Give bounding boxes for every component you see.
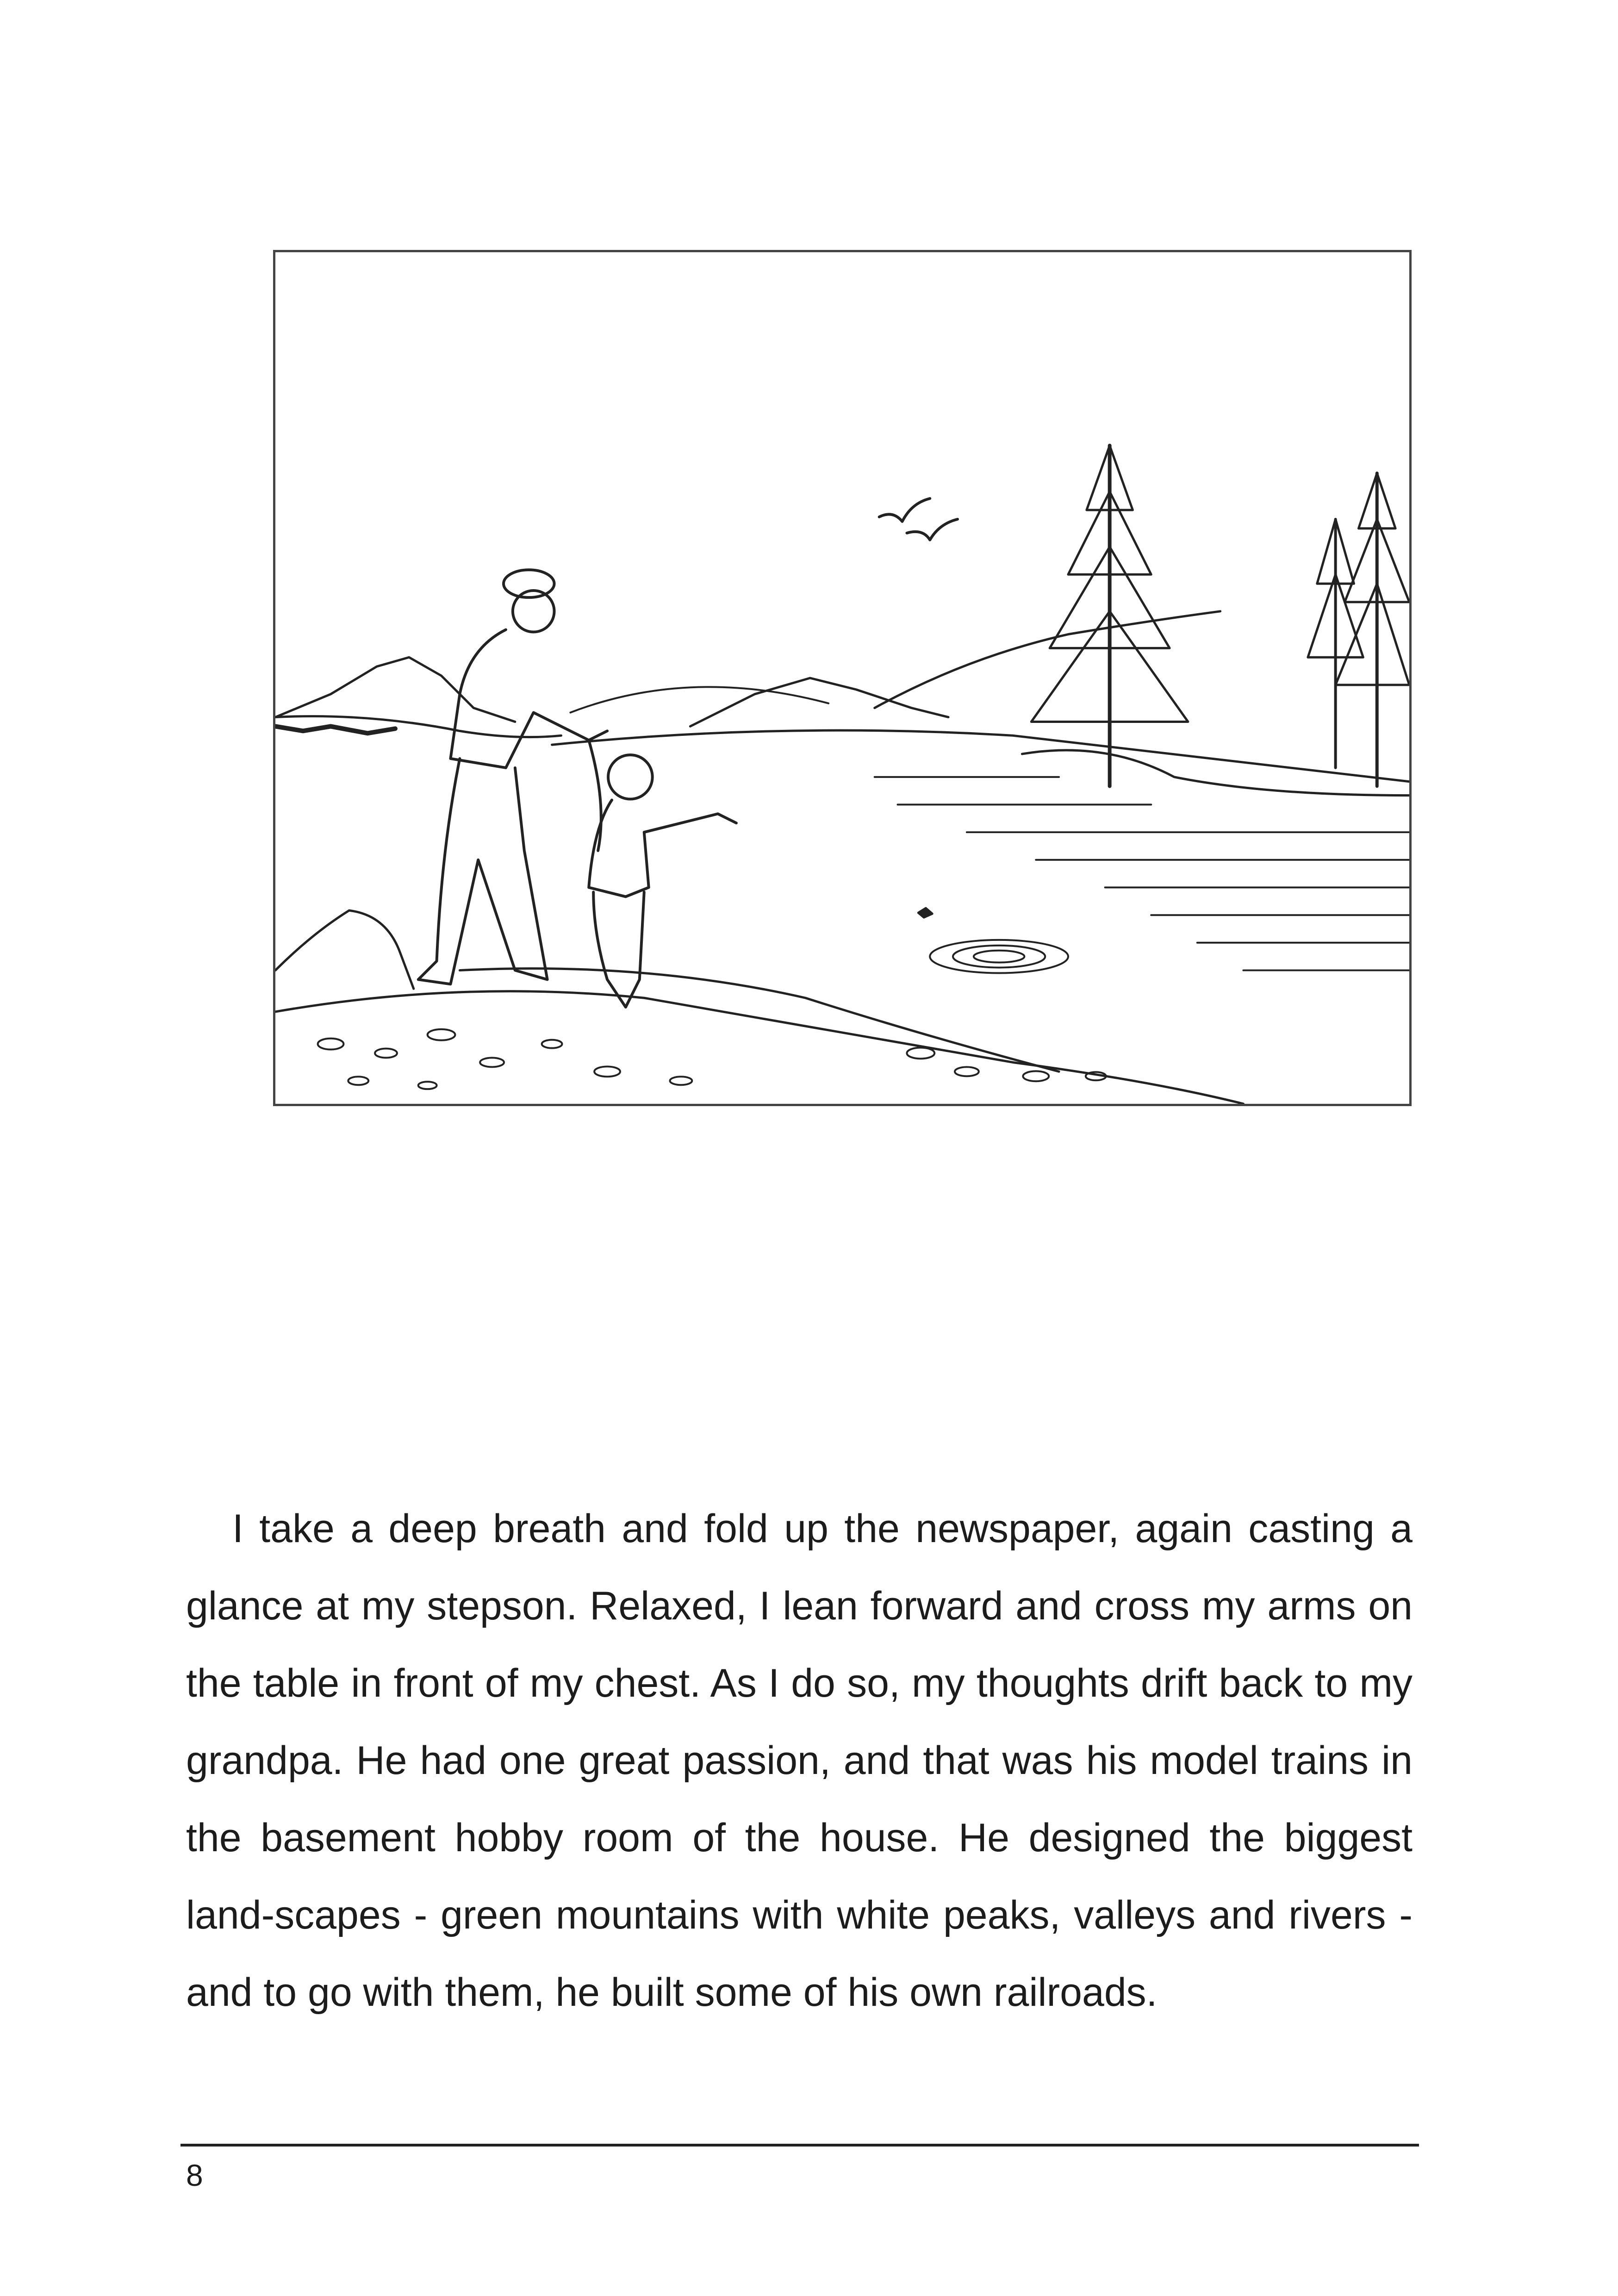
birds: [879, 498, 958, 540]
pine-tree-small: [1308, 519, 1363, 768]
mountain-left: [275, 657, 515, 722]
pine-tree-right: [1336, 473, 1409, 786]
lake-scene-drawing: [275, 252, 1409, 1104]
stone-ripples: [930, 940, 1068, 973]
skipping-stone: [918, 908, 932, 917]
page-number: 8: [186, 2158, 203, 2192]
waterline: [552, 730, 1409, 782]
body-paragraph: I take a deep breath and fold up the newspaper, again casting a glance at my stepson. Relaxed, I lean forward and cross my arms on the table in front of my chest. As I do so, my thoughts drift back to my grandpa. He had one great passion, and that was his model trains in the basement hobby room of the house. He designed the biggest land-scapes - green mountains with white peaks, valleys and rivers - and to go with them, he built some of his own railroads.: [186, 1506, 1413, 2015]
pine-tree-large: [1031, 446, 1188, 786]
fishing-rod: [570, 687, 828, 712]
footer-rule: [180, 2144, 1419, 2147]
rock-left: [275, 910, 414, 989]
illustration: [273, 250, 1412, 1106]
old-man-figure: [418, 570, 607, 984]
boy-figure: [589, 755, 736, 1007]
right-bank: [1022, 750, 1409, 796]
mountain-center: [690, 678, 948, 726]
